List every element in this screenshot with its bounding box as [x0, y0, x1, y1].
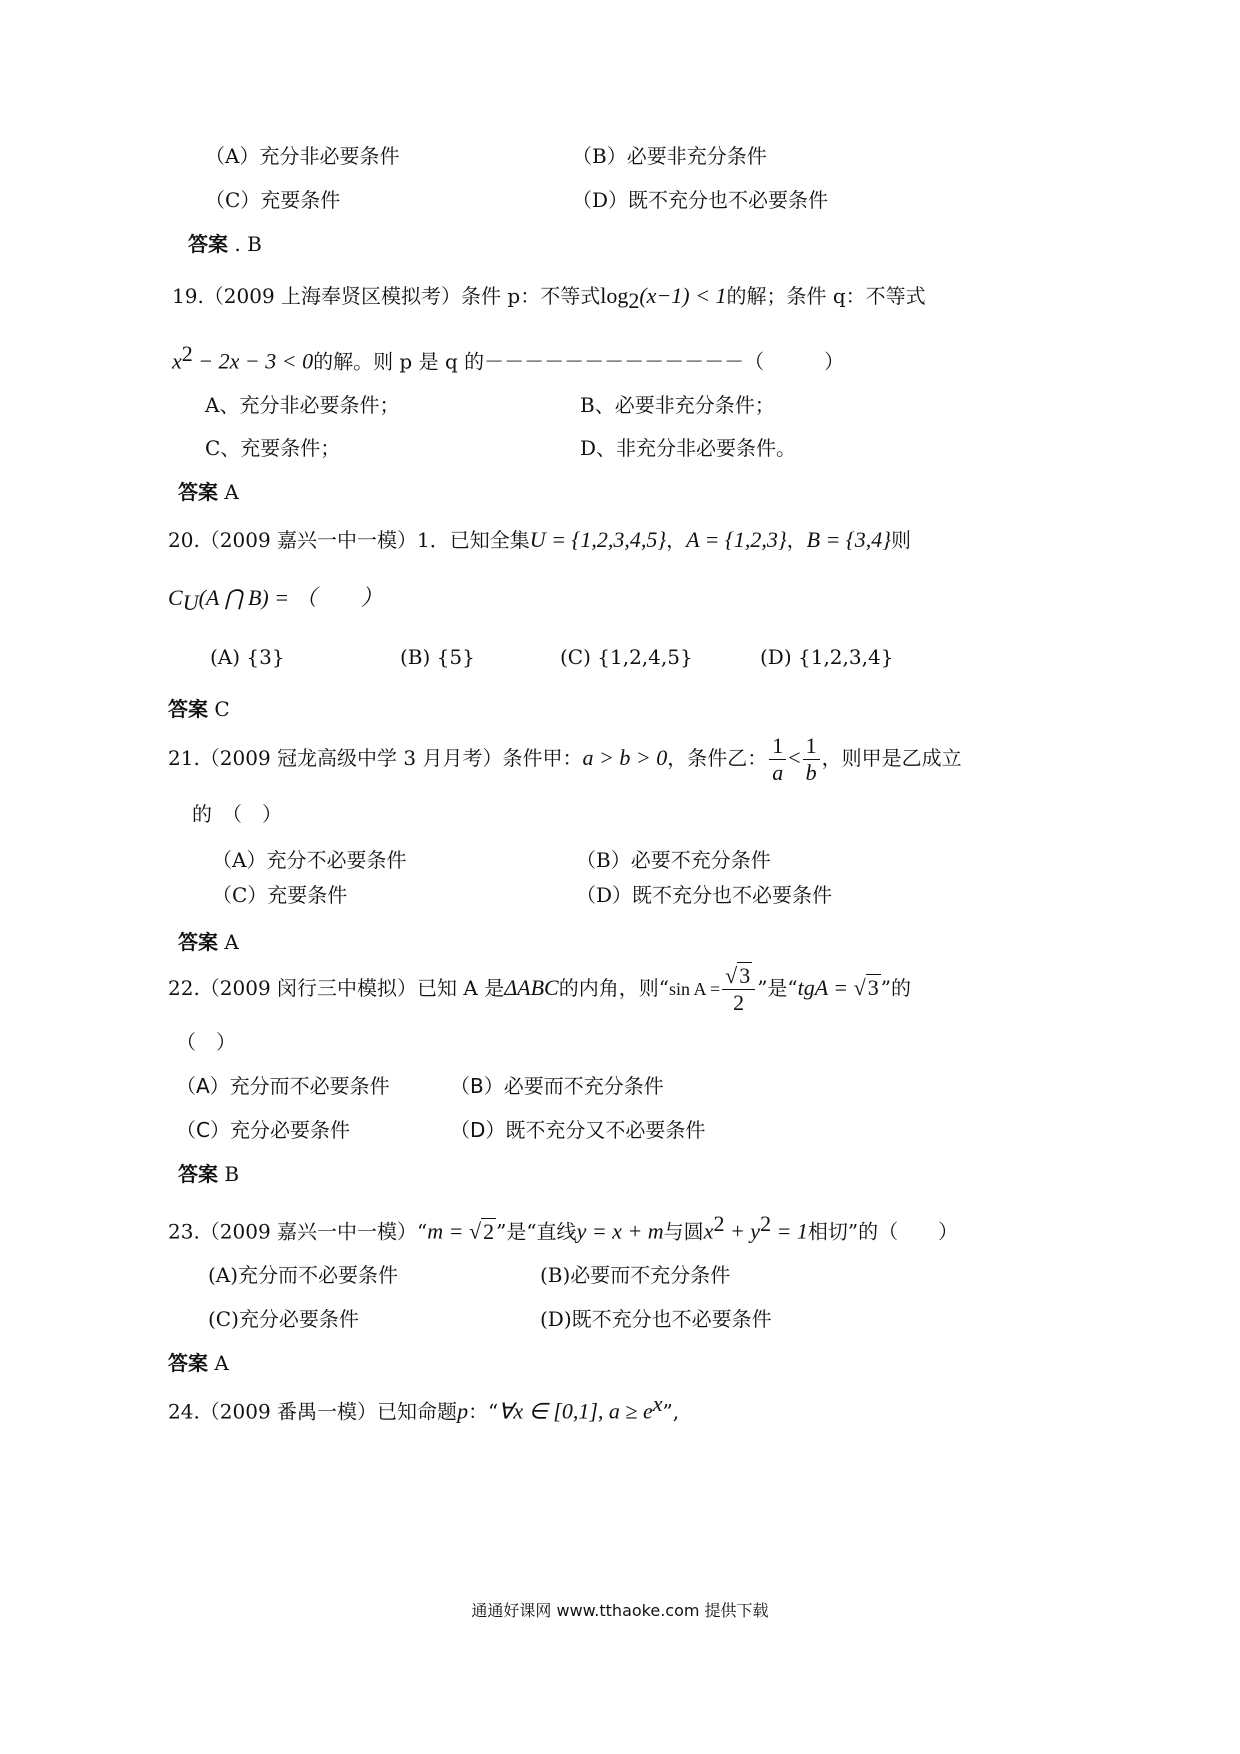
answer-value: A: [224, 480, 239, 504]
answer-value: A: [214, 1351, 229, 1375]
q21-stem-line2: 的 （ ）: [192, 802, 282, 826]
q19-quad-x: x: [172, 348, 182, 374]
q18-option-d: （D）既不充分也不必要条件: [572, 188, 829, 212]
q21-cond-jia: a > b > 0: [582, 745, 668, 770]
q24-exp: x: [652, 1391, 663, 1416]
q23-stem-suffix: 相切”的（ ）: [807, 1219, 959, 1244]
q20-stem-prefix: 20.（2009 嘉兴一中一模）1．已知全集: [168, 528, 530, 552]
q23-circle-x: x: [703, 1218, 714, 1244]
q23-circle-rest: = 1: [771, 1218, 808, 1244]
q19-stem-mid: 的解；条件 q：不等式: [726, 284, 926, 308]
q21-stem: [168, 732, 962, 786]
answer-label: 答案: [168, 1351, 208, 1375]
q21-frac-1b: [803, 733, 820, 786]
q19-option-b: B、必要非充分条件；: [580, 393, 775, 417]
q21-frac1-den: a: [772, 760, 784, 785]
q22-tg-rhs: √3: [853, 975, 879, 1000]
q20-set-a: A = {1,2,3}: [686, 527, 787, 552]
q19-answer: [178, 478, 239, 506]
q20-comp-sub: U: [182, 590, 199, 615]
q24-forall: ∀x ∈ [0,1], a ≥ e: [498, 1398, 653, 1424]
q23-m-rhs: √2: [469, 1218, 495, 1244]
q20-comp-rest: (A ⋂ B) = （ ）: [198, 585, 383, 610]
q22-tg-lhs: tgA =: [797, 975, 854, 1000]
q21-option-a: （A）充分不必要条件: [212, 848, 407, 872]
q23-circle-sup2: 2: [760, 1211, 772, 1236]
q23-stem: [168, 1210, 958, 1246]
q22-sin-den: 2: [733, 990, 745, 1015]
q19-quad-rest: − 2x − 3 < 0: [192, 348, 314, 374]
q21-stem-suffix: ，则甲是乙成立: [821, 746, 962, 770]
q20-set-b: B = {3,4}: [806, 527, 892, 552]
q23-circle-sup1: 2: [713, 1211, 725, 1236]
q19-quad-exp: 2: [181, 341, 193, 366]
q24-stem-prefix: 24.（2009 番禺一模）已知命题: [168, 1399, 458, 1424]
q22-stem-mid1: 的内角，则“: [558, 976, 669, 1000]
q20-stem: 20.（2009 嘉兴一中一模）1．已知全集U = {1,2,3,4,5}，A = {1,2,3}，B = {3,4}则: [168, 527, 912, 552]
page-footer: 通通好课网 www.tthaoke.com 提供下载: [471, 1601, 769, 1620]
q22-sin-num: √3: [722, 963, 755, 990]
answer-label: 答案: [168, 697, 208, 721]
q19-stem-suffix: 的解。则 p 是 q 的－－－－－－－－－－－－－（ ）: [313, 349, 845, 374]
q22-option-c: （C）充分必要条件: [176, 1118, 350, 1142]
q20-comp-c: C: [168, 585, 183, 610]
q23-m-lhs: m =: [427, 1218, 470, 1244]
answer-value: A: [224, 930, 239, 954]
q22-triangle: ΔABC: [504, 975, 559, 1000]
q20-answer: [168, 695, 230, 723]
answer-label: 答案: [178, 1162, 218, 1186]
q19-stem-line2: [172, 340, 844, 376]
q22-answer: [178, 1160, 239, 1188]
q23-line-eq: y = x + m: [576, 1218, 664, 1244]
q23-option-a: (A)充分而不必要条件: [208, 1263, 399, 1287]
answer-value: C: [214, 697, 230, 721]
q19-option-c: C、充要条件；: [205, 436, 341, 460]
q22-stem: [168, 962, 911, 1016]
q21-frac-1a: [769, 733, 786, 786]
q20-option-c: (C) {1,2,4,5}: [560, 645, 693, 669]
q22-sqrt3: 3: [739, 963, 751, 988]
q21-frac1-num: 1: [769, 733, 786, 760]
q22-stem-suffix: ”的: [880, 976, 911, 1000]
q18-answer: [188, 230, 262, 258]
q23-circle-plus: + y: [724, 1218, 761, 1244]
answer-value: B: [224, 1162, 240, 1186]
q21-stem-mid: ，条件乙：: [667, 746, 768, 770]
q22-option-d: （D）既不充分又不必要条件: [450, 1118, 706, 1142]
q19-option-d: D、非充分非必要条件。: [580, 436, 797, 460]
q22-stem-prefix: 22.（2009 闵行三中模拟）已知 A 是: [168, 976, 505, 1000]
q24-stem-mid: ：“: [468, 1399, 499, 1424]
q19-stem-prefix: 19.（2009 上海奉贤区模拟考）条件 p：不等式: [172, 284, 601, 308]
q24-stem-suffix: ”,: [662, 1399, 680, 1424]
answer-label: 答案: [178, 930, 218, 954]
q23-stem-mid2: 与圆: [663, 1219, 704, 1244]
q19-option-a: A、充分非必要条件；: [205, 393, 400, 417]
q20-stem-line2: [168, 584, 383, 617]
q22-tg-sqrt: 3: [867, 975, 879, 1000]
q19-log-arg: (x−1) < 1: [639, 283, 727, 308]
q18-option-c: （C）充要条件: [205, 188, 341, 212]
q22-sin-lhs: sin A =: [668, 979, 721, 999]
q22-stem-mid2: ”是“: [757, 976, 798, 1000]
q21-option-b: （B）必要不充分条件: [576, 848, 771, 872]
q22-option-a: （A）充分而不必要条件: [176, 1074, 390, 1098]
q24-stem: [168, 1390, 679, 1426]
q21-option-c: （C）充要条件: [212, 883, 348, 907]
q23-stem-prefix: 23.（2009 嘉兴一中一模）“: [168, 1219, 428, 1244]
answer-value: . B: [234, 232, 262, 256]
q19-log: log: [600, 283, 629, 308]
q23-option-d: (D)既不充分也不必要条件: [540, 1307, 772, 1331]
q19-stem: [172, 282, 926, 315]
q20-stem-suffix: 则: [891, 528, 912, 552]
q20-option-d: (D) {1,2,3,4}: [760, 645, 894, 669]
q23-option-b: (B)必要而不充分条件: [540, 1263, 731, 1287]
q21-frac2-num: 1: [803, 733, 820, 760]
q18-option-a: （A）充分非必要条件: [205, 144, 400, 168]
q23-stem-mid: ”是“直线: [496, 1219, 577, 1244]
q21-frac2-den: b: [805, 760, 817, 785]
q21-answer: [178, 928, 239, 956]
answer-label: 答案: [188, 232, 228, 256]
q23-option-c: (C)充分必要条件: [208, 1307, 359, 1331]
q22-option-b: （B）必要而不充分条件: [450, 1074, 664, 1098]
q20-set-u: U = {1,2,3,4,5}: [529, 527, 667, 552]
q20-option-a: (A) {3}: [210, 645, 285, 669]
q23-answer: [168, 1349, 229, 1377]
q21-option-d: （D）既不充分也不必要条件: [576, 883, 833, 907]
q19-log-base: 2: [628, 288, 640, 313]
q22-sin-frac: [722, 963, 755, 1016]
q21-stem-prefix: 21.（2009 冠龙高级中学 3 月月考）条件甲：: [168, 746, 583, 770]
q22-stem-line2: （ ）: [176, 1030, 236, 1054]
q18-option-b: （B）必要非充分条件: [572, 144, 767, 168]
q20-option-b: (B) {5}: [400, 645, 475, 669]
answer-label: 答案: [178, 480, 218, 504]
q21-lt: <: [788, 745, 801, 770]
q23-m-sqrt: 2: [483, 1218, 495, 1244]
q24-p: p: [457, 1398, 469, 1424]
